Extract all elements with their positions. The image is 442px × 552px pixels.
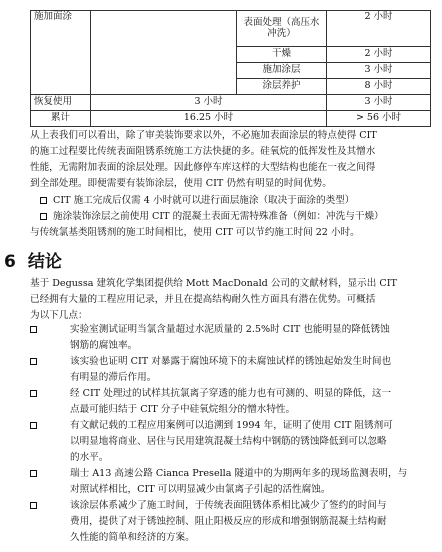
table-row (31, 111, 431, 127)
table-cell: 2 小时 (327, 47, 431, 63)
section-title: 结论 (27, 252, 62, 272)
text-line: 瑞士 A13 高速公路 Cianca Presella 隧道中的为期两年多的现场监测表明，与 (70, 468, 408, 479)
table-cell: 施加面涂 (31, 11, 91, 95)
bullet-square-icon (30, 390, 37, 397)
text-line: 从上表我们可以看出，除了审美装饰要求以外，不必施加表面涂层的特点使得 CIT (30, 130, 377, 141)
section-number: 6 (4, 252, 16, 272)
table-cell: 累计 (31, 111, 91, 127)
text-line: 已经拥有大量的工程应用记录，并且在提高结构耐久性方面具有潜在优势。可概括 (30, 294, 376, 305)
check-item-text: CIT 施工完成后仅需 4 小时就可以进行面层施涂（取决于面涂的类型） (53, 195, 355, 206)
table-row (31, 11, 431, 47)
table-cell: 恢复使用 (31, 95, 91, 111)
check-item (40, 209, 384, 225)
conclusion-intro (30, 276, 432, 324)
checkbox-square-icon (40, 213, 47, 220)
table-cell: 3 小时 (91, 95, 327, 111)
table-cell: 干燥 (237, 47, 327, 63)
bullet-square-icon (30, 422, 37, 429)
text-line: 钢筋的腐蚀率。 (70, 340, 138, 351)
bullet-square-icon (30, 502, 37, 509)
table-cell: 3 小时 (327, 95, 431, 111)
table-cell: > 56 小时 (327, 111, 431, 127)
text-line: 到全部处理。即便需要有装饰涂层，使用 CIT 仍然有明显的时间优势。 (30, 178, 332, 189)
table-cell: 8 小时 (327, 79, 431, 95)
text-line: 有明显的滞后作用。 (70, 372, 157, 383)
text-line: 对照试样相比，CIT 可以明显减少由氯离子引起的活性腐蚀。 (70, 484, 331, 495)
text-line: 有文献记载的工程应用案例可以追溯到 1994 年，证明了使用 CIT 阻锈剂可 (70, 420, 393, 431)
paragraph-time-advantage (30, 128, 430, 192)
text-line: 以明显地将商业、居住与民用建筑混凝土结构中钢筋的锈蚀降低到可以忽略 (70, 436, 387, 447)
text-line: 的施工过程要比传统表面阻锈系统施工方法快捷的多。硅氧烷的低挥发性及其憎水 (30, 146, 376, 157)
check-item-text: 施涂装饰涂层之前使用 CIT 的混凝土表面无需特殊准备（例如：冲洗与干燥） (53, 211, 384, 222)
text-line: 经 CIT 处理过的试样其抗氯离子穿透的能力也有可测的、明显的降低，这一 (70, 388, 392, 399)
text-line: 性能，无需附加表面的涂层处理。因此修停车库这样的大型结构也能在一夜之间得 (30, 162, 376, 173)
check-item (40, 193, 354, 209)
text-line: 久性能的简单和经济的方案。 (70, 532, 195, 543)
section-heading (4, 247, 62, 272)
text-line: 该涂层体系减少了施工时间，于传统表面阻锈体系相比减少了签约的时间与 (70, 500, 387, 511)
table-cell: 表面处理（高压水冲洗） (237, 11, 327, 47)
table-cell (91, 11, 237, 95)
text-line: 基于 Degussa 建筑化学集团提供给 Mott MacDonald 公司的文献材料，显示出 CIT (30, 278, 397, 289)
checkbox-square-icon (40, 197, 47, 204)
paragraph-time-saving (30, 225, 430, 241)
text-line: 与传统氯基类阻锈剂的施工时间相比，使用 CIT 可以节约施工时间 22 小时。 (30, 227, 360, 238)
table-cell: 涂层养护 (237, 79, 327, 95)
table-cell: 施加涂层 (237, 63, 327, 79)
text-line: 实验室测试证明当氯含量超过水泥质量的 2.5%时 CIT 也能明显的降低锈蚀 (70, 324, 390, 335)
construction-time-table (30, 10, 431, 127)
table-cell: 2 小时 (327, 11, 431, 47)
text-line: 的水平。 (70, 452, 109, 463)
text-line: 点最可能归结于 CIT 分子中硅氧烷组分的憎水特性。 (70, 404, 296, 415)
text-line: 费用，提供了对于锈蚀控制、阻止阳极反应的形成和增强钢筋混凝土结构耐 (70, 516, 387, 527)
bullet-square-icon (30, 326, 37, 333)
text-line: 该实验也证明 CIT 对暴露于腐蚀环境下的未腐蚀试样的锈蚀起始发生时间也 (70, 356, 392, 367)
table-cell: 3 小时 (327, 63, 431, 79)
text-line: 为以下几点： (30, 310, 88, 321)
table-row (31, 95, 431, 111)
table-cell: 16.25 小时 (91, 111, 327, 127)
bullet-square-icon (30, 358, 37, 365)
bullet-square-icon (30, 470, 37, 477)
